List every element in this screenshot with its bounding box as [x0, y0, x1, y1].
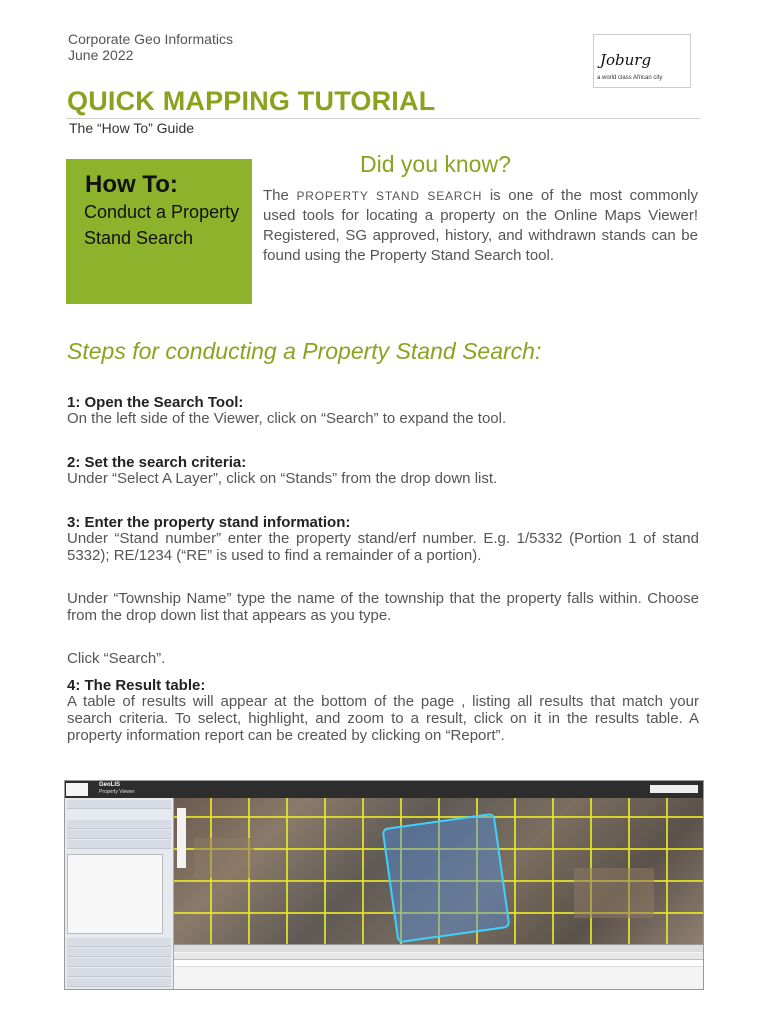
sidebar-row: [67, 958, 171, 967]
logo-tagline: a world class African city: [597, 75, 663, 81]
search-panel: [67, 854, 163, 934]
highlighted-parcel: [381, 813, 510, 944]
step-1-heading: 1: Open the Search Tool:: [67, 394, 244, 411]
sidebar-row: [67, 840, 171, 849]
step-4-heading: 4: The Result table:: [67, 677, 206, 694]
viewer-sidebar: [65, 798, 174, 989]
organization-info: [68, 31, 233, 63]
did-you-know-highlight: PROPERTY STAND SEARCH: [296, 189, 483, 203]
page-subtitle: The “How To” Guide: [69, 120, 195, 136]
organization-name: Corporate Geo Informatics: [68, 31, 233, 47]
step-3-heading: 3: Enter the property stand information:: [67, 514, 351, 531]
viewer-screenshot: [64, 780, 704, 990]
results-table: [174, 944, 703, 990]
steps-heading: Steps for conducting a Property Stand Search:: [67, 338, 542, 364]
sidebar-row: [67, 800, 171, 809]
aerial-map: [174, 798, 703, 944]
did-you-know-heading: Did you know?: [360, 151, 511, 177]
sidebar-row: [67, 820, 171, 829]
publication-date: June 2022: [68, 47, 134, 63]
step-3-body-click: Click “Search”.: [67, 650, 166, 667]
map-zoom-tools: [177, 808, 186, 868]
step-2-heading: 2: Set the search criteria:: [67, 454, 247, 471]
sidebar-row: [67, 938, 171, 947]
sidebar-row: [67, 978, 171, 987]
howto-heading: How To:: [85, 171, 178, 198]
howto-text: Conduct a Property Stand Search: [84, 202, 240, 248]
map-block: [574, 868, 654, 918]
viewer-logo: [66, 783, 88, 796]
map-block: [194, 838, 254, 878]
howto-box: [66, 159, 252, 304]
viewer-header: [65, 781, 703, 798]
title-divider: [66, 118, 700, 119]
step-1-body: On the left side of the Viewer, click on “Search” to expand the tool.: [67, 410, 507, 427]
results-data-row: [174, 960, 703, 967]
sidebar-row: [67, 968, 171, 977]
joburg-logo: [593, 34, 691, 88]
step-3-body-township: Under “Township Name” type the name of the township that the property falls within. Choose from the drop down list that appears as you type.: [67, 590, 699, 624]
step-2-body: Under “Select A Layer”, click on “Stands” from the drop down list.: [67, 470, 498, 487]
sidebar-row: [67, 948, 171, 957]
results-toolbar: [174, 945, 703, 952]
viewer-scale-box: [650, 785, 698, 793]
viewer-app-title: GeoLIS: [99, 782, 121, 788]
did-you-know-pre: The: [263, 187, 297, 204]
results-header-row: [174, 953, 703, 960]
logo-wordmark: Joburg: [600, 51, 652, 69]
sidebar-row: [67, 830, 171, 839]
page-title: QUICK MAPPING TUTORIAL: [67, 86, 436, 116]
did-you-know-post: is one of the most commonly used tools for locating a property on the Online Maps Viewer! Registered, SG approved, history, and withdrawn stands can be found using the Property Stand Search tool.: [263, 187, 698, 264]
did-you-know-body: [263, 186, 698, 266]
viewer-app-subtitle: Property Viewer: [99, 789, 135, 795]
step-3-body: Under “Stand number” enter the property stand/erf number. E.g. 1/5332 (Portion 1 of stand 5332); RE/1234 (“RE” is used to find a remainder of a portion).: [67, 530, 699, 564]
step-4-body: A table of results will appear at the bottom of the page , listing all results that match your search criteria. To select, highlight, and zoom to a result, click on it in the results table. A property information report can be created by clicking on “Report”.: [67, 693, 699, 744]
